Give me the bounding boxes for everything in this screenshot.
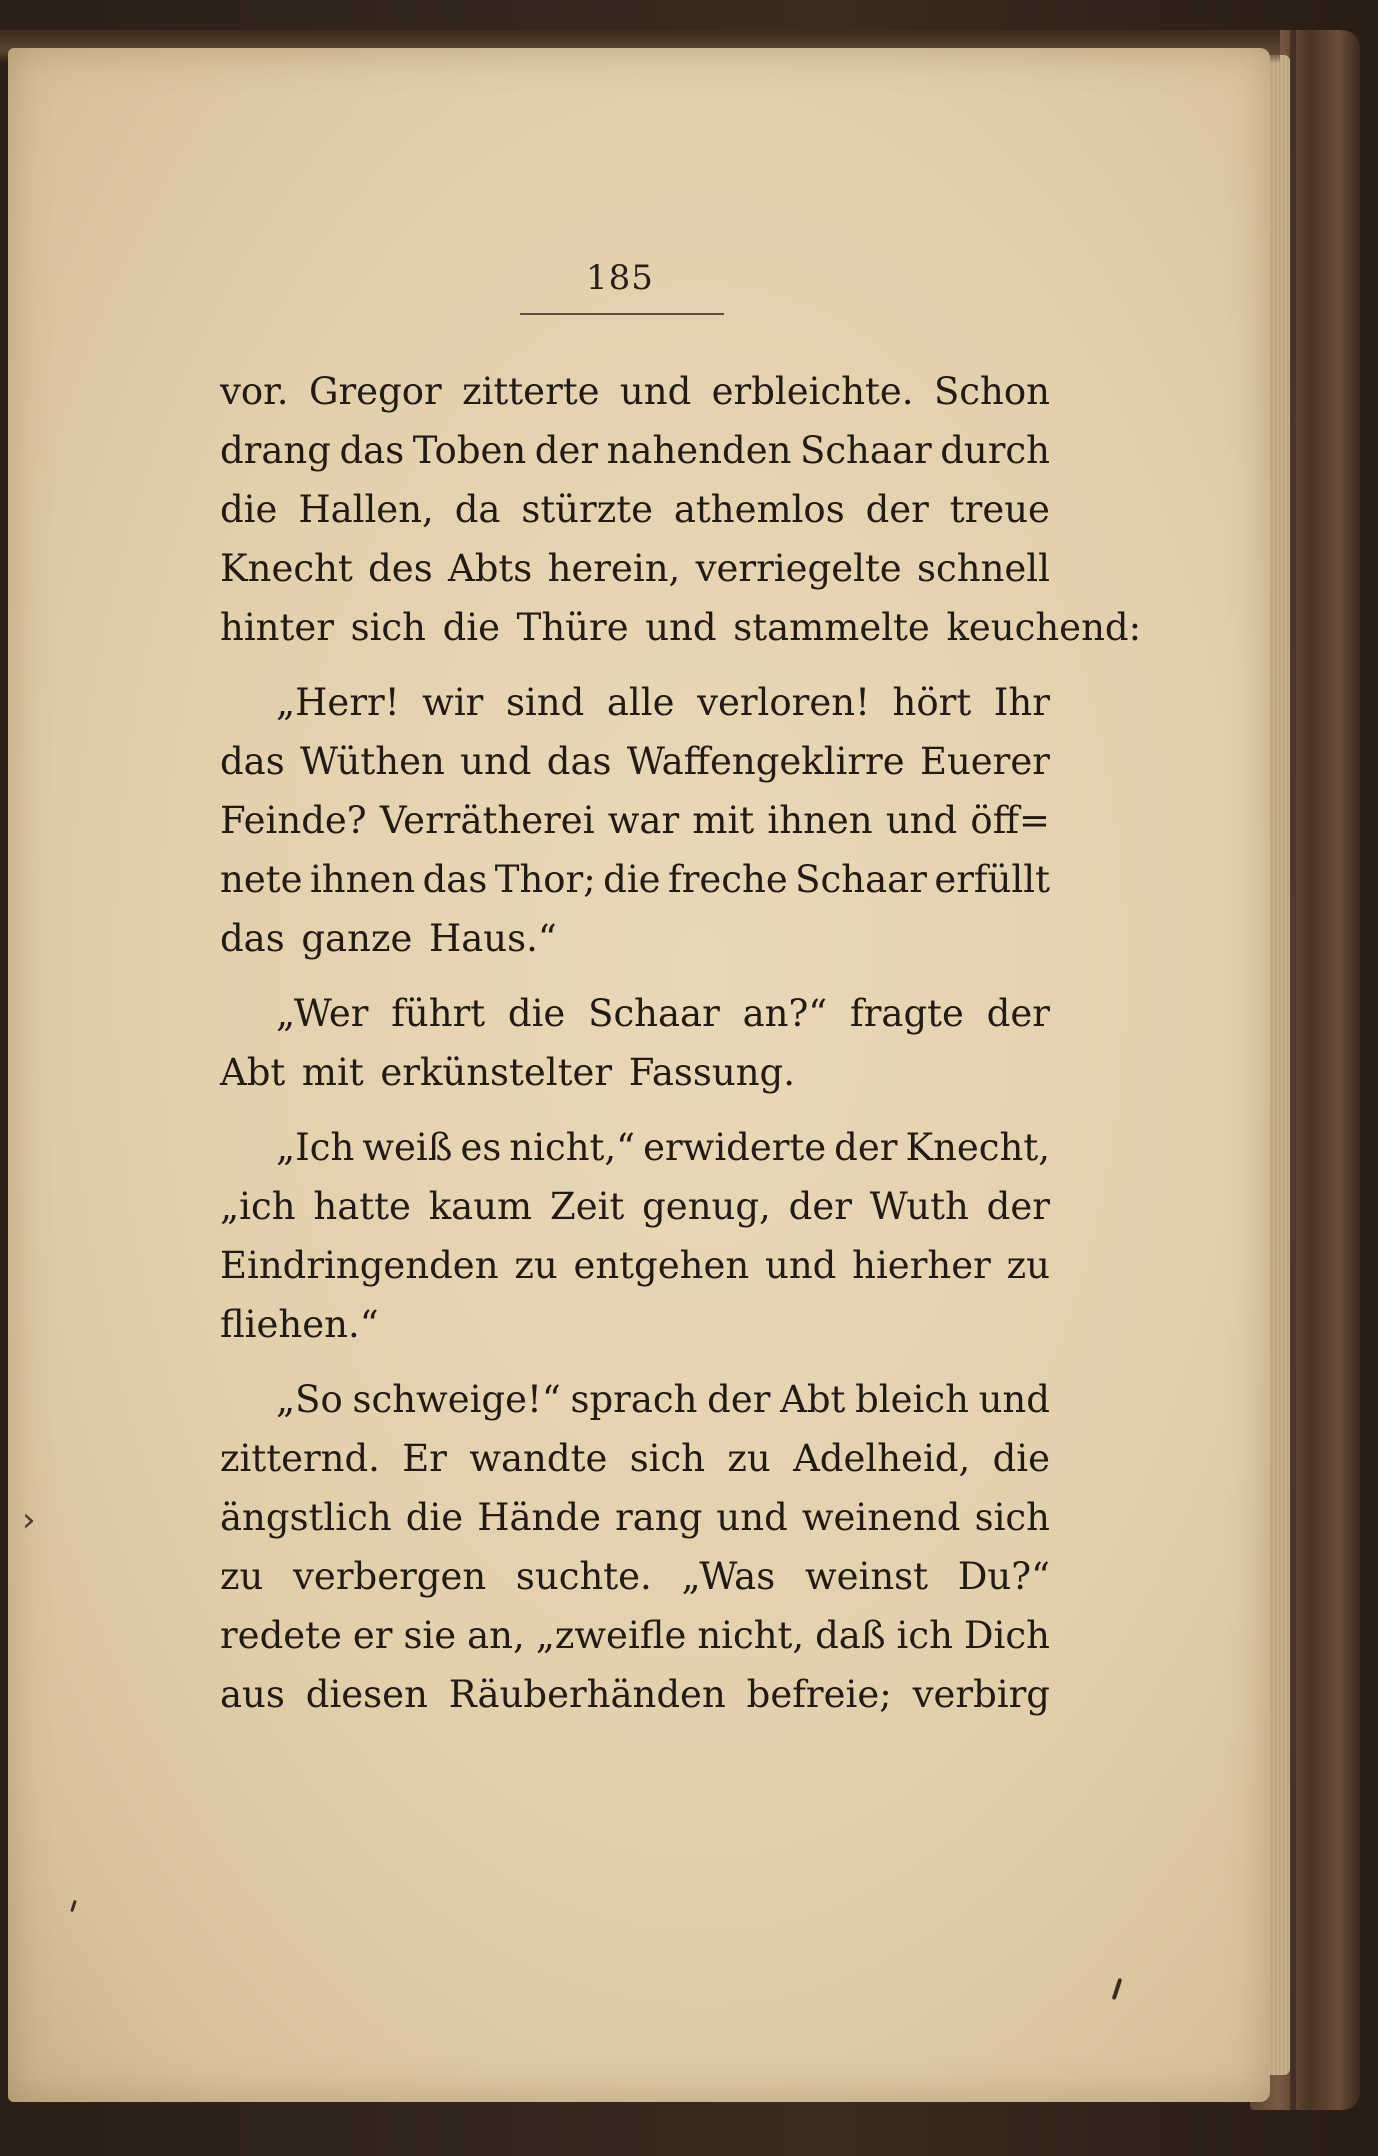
text-line: Abt mit erkünstelter Fassung.: [220, 1051, 796, 1094]
text-line: „So schweige!“ sprach der Abt bleich und: [276, 1378, 1050, 1421]
page-number: 185: [586, 258, 654, 298]
text-line: ängstlich die Hände rang und weinend sich: [220, 1496, 1050, 1539]
text-line: fliehen.“: [220, 1303, 379, 1346]
fold-mark-icon: ›: [22, 1500, 36, 1540]
paragraph-gap: [220, 968, 1050, 984]
text-line: die Hallen, da stürzte athemlos der treue: [220, 488, 1050, 531]
paragraph-gap: [220, 1354, 1050, 1370]
body-text: [220, 362, 1142, 1724]
text-line: drang das Toben der nahenden Schaar durch: [220, 429, 1050, 472]
text-line: Eindringenden zu entgehen und hierher zu: [220, 1244, 1050, 1287]
text-line: „Wer führt die Schaar an?“ fragte der: [276, 992, 1050, 1035]
text-line: vor. Gregor zitterte und erbleichte. Schon: [220, 370, 1050, 413]
text-line: Knecht des Abts herein, verriegelte schnell: [220, 547, 1050, 590]
text-line: das ganze Haus.“: [220, 917, 557, 960]
text-line: nete ihnen das Thor; die freche Schaar erfüllt: [220, 858, 1050, 901]
paragraph-gap: [220, 657, 1050, 673]
text-line: redete er sie an, „zweifle nicht, daß ich Dich: [220, 1614, 1050, 1657]
header-rule: [520, 313, 724, 315]
text-line: „ich hatte kaum Zeit genug, der Wuth der: [220, 1185, 1050, 1228]
text-line: zitternd. Er wandte sich zu Adelheid, die: [220, 1437, 1050, 1480]
text-line: Feinde? Verrätherei war mit ihnen und öff=: [220, 799, 1050, 842]
paragraph-gap: [220, 1102, 1050, 1118]
text-line: das Wüthen und das Waffengeklirre Euerer: [220, 740, 1050, 783]
text-line: „Herr! wir sind alle verloren! hört Ihr: [276, 681, 1050, 724]
text-line: hinter sich die Thüre und stammelte keuchend:: [220, 606, 1142, 649]
text-line: aus diesen Räuberhänden befreie; verbirg: [220, 1673, 1050, 1716]
text-line: zu verbergen suchte. „Was weinst Du?“: [220, 1555, 1050, 1598]
text-line: „Ich weiß es nicht,“ erwiderte der Knecht,: [276, 1126, 1050, 1169]
